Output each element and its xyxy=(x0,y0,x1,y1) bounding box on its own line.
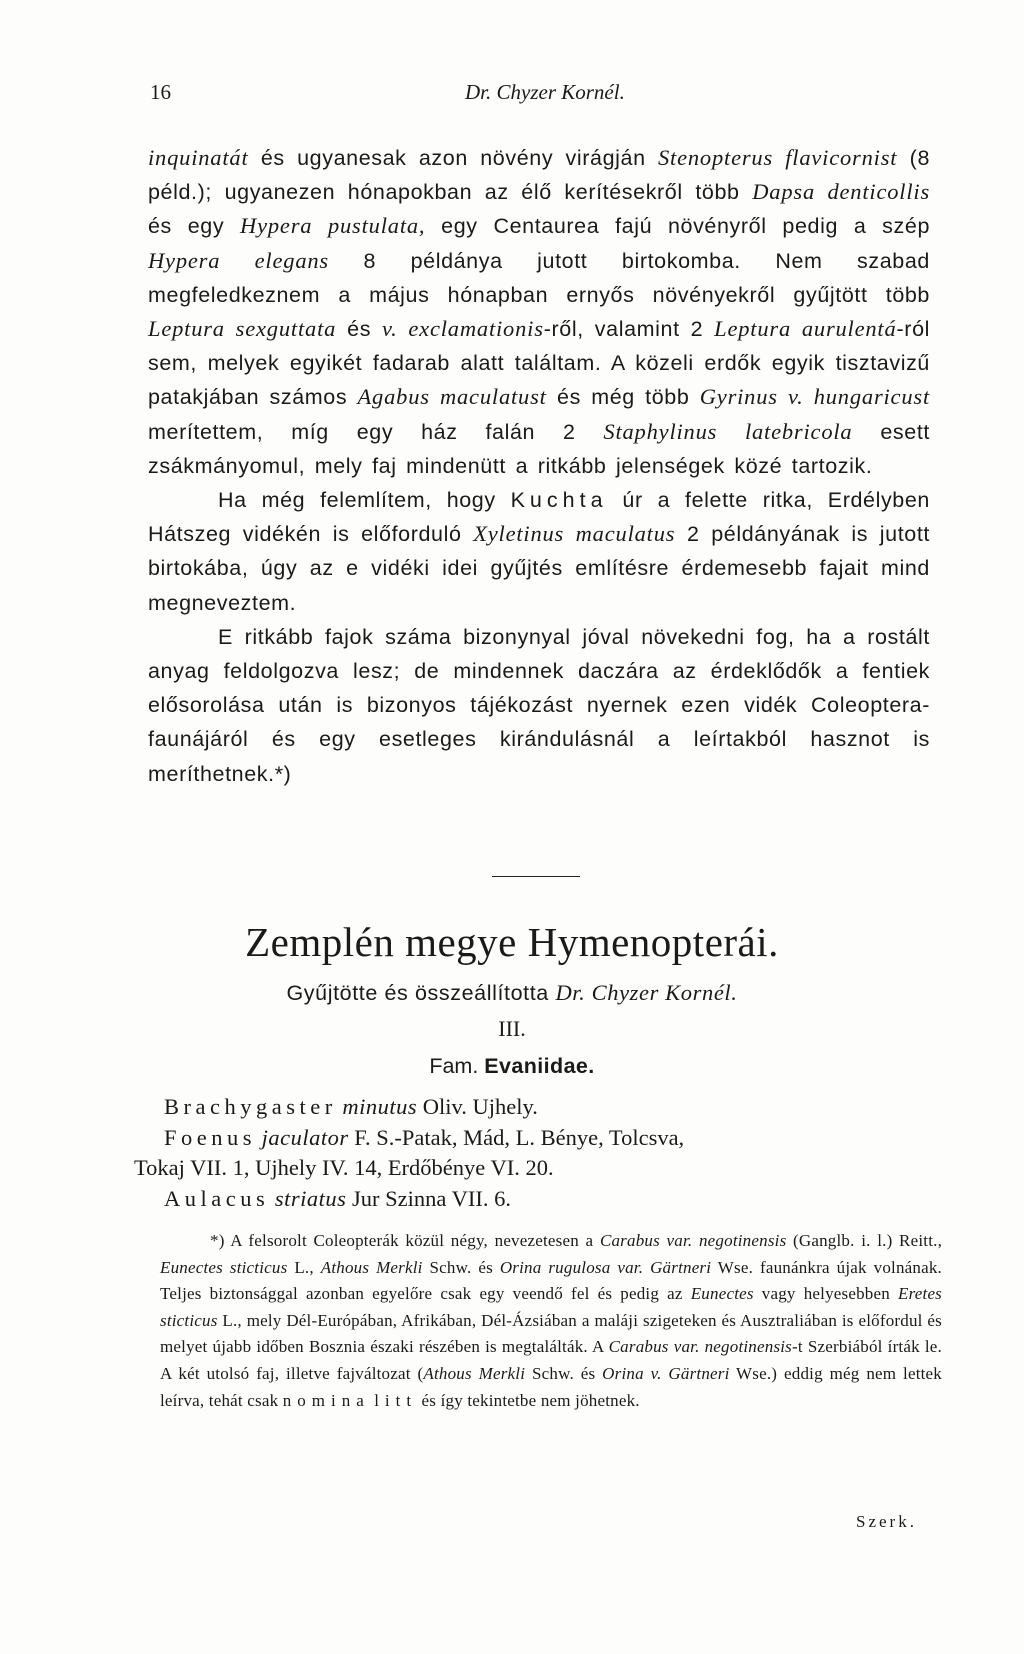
family-name: Evaniidae. xyxy=(484,1054,595,1078)
continuation-paragraph: inquinatát és ugyanesak azon növény virágján Stenopterus flavicornist (8 péld.); ugyanezen hónapokban az élő kerítésekről több Dapsa denticollis és egy Hypera pustulata, egy Centaurea fajú növényről pedig a szép Hypera elegans 8 példánya jutott birtokomba. Nem szabad megfeledkeznem a május hónapban ernyős növényekről gyűjtött több Leptura sexguttata és v. exclamationis-ről, valamint 2 Leptura aurulentá-ról sem, melyek egyikét fadarab alatt találtam. A közeli erdők egyik tisztavizű patakjában számos Agabus maculatust és még több Gyrinus v. hungaricust merítettem, míg egy ház falán 2 Staphylinus latebricola esett zsákmányomul, mely faj mindenütt a ritkább jelenségek közé tartozik. xyxy=(148,145,931,478)
part-number: III. xyxy=(498,1016,526,1041)
section-divider xyxy=(492,876,580,877)
section-title: Zemplén megye Hymenopterái. xyxy=(245,919,779,965)
species-entry: Aulacus striatus Jur Szinna VII. 6. xyxy=(164,1185,511,1211)
epithet: minutus xyxy=(342,1094,418,1119)
main-text xyxy=(148,141,930,791)
genus: Aulacus xyxy=(164,1185,270,1211)
genus: Foenus xyxy=(164,1124,257,1150)
species-entry: Brachygaster minutus Oliv. Ujhely. xyxy=(164,1094,538,1119)
species-list xyxy=(134,1092,944,1214)
epithet: striatus xyxy=(274,1185,347,1211)
footnote-signature: Szerk. xyxy=(856,1512,917,1531)
header-author: Dr. Chyzer Kornél. xyxy=(465,80,625,104)
person-name: Kuchta xyxy=(510,488,608,513)
epithet: jaculator xyxy=(261,1124,349,1150)
page-number: 16 xyxy=(150,80,171,104)
paragraph-summary: E ritkább fajok száma bizonynyal jóval növekedni fog, ha a rostált anyag feldolgozva lesz; de mindennek daczára az érdeklődők a fentiek elősorolása után is bizonyos tájékozást nyernek ezen vidék Coleoptera-faunájáról és egy esetleges kirándulásnál a leírtakból hasznot is meríthetnek.*) xyxy=(148,624,930,786)
collector-name: Dr. Chyzer Kornél. xyxy=(555,980,738,1005)
family-heading: Fam. Evaniidae. xyxy=(429,1054,595,1078)
paragraph-kuchta: Ha még felemlítem, hogy Kuchta úr a felette ritka, Erdélyben Hátszeg vidékén is előforduló Xyletinus maculatus 2 példányának is jutott birtokába, úgy az e vidéki idei gyűjtés említésre érdemesebb fajait mind megneveztem. xyxy=(148,488,931,615)
footnote: *) A felsorolt Coleopterák közül négy, nevezetesen a Carabus var. negotinensis (Ganglb. i. l.) Reitt., Eunectes sticticus L., Athous Merkli Schw. és Orina rugulosa var. Gärtneri Wse. faunánkra újak volnának. Teljes biztonsággal azonban egyelőre csak egy veendő fel és pedig az Eunectes vagy helyesebben Eretes sticticus L., mely Dél-Európában, Afrikában, Dél-Ázsiában a maláji szigeteken és Ausztraliában is előfordul és melyet újabb időben Bosznia északi részében is megtalálták. A Carabus var. negotinensis-t Szerbiából írták le. A két utolsó faj, illetve fajváltozat (Athous Merkli Schw. és Orina v. Gärtneri Wse.) eddig még nem lettek leírva, tehát csak nomina litt és így tekintetbe nem jöhetnek. xyxy=(160,1231,943,1410)
running-head xyxy=(150,80,930,110)
species-entry: Foenus jaculator F. S.-Patak, Mád, L. Bénye, Tolcsva, xyxy=(164,1124,685,1150)
genus: Brachygaster xyxy=(164,1094,337,1119)
species-entry-continuation: Tokaj VII. 1, Ujhely IV. 14, Erdőbénye VI. 20. xyxy=(134,1155,554,1180)
collector-line: Gyűjtötte és összeállította Dr. Chyzer Kornél. xyxy=(286,980,738,1005)
